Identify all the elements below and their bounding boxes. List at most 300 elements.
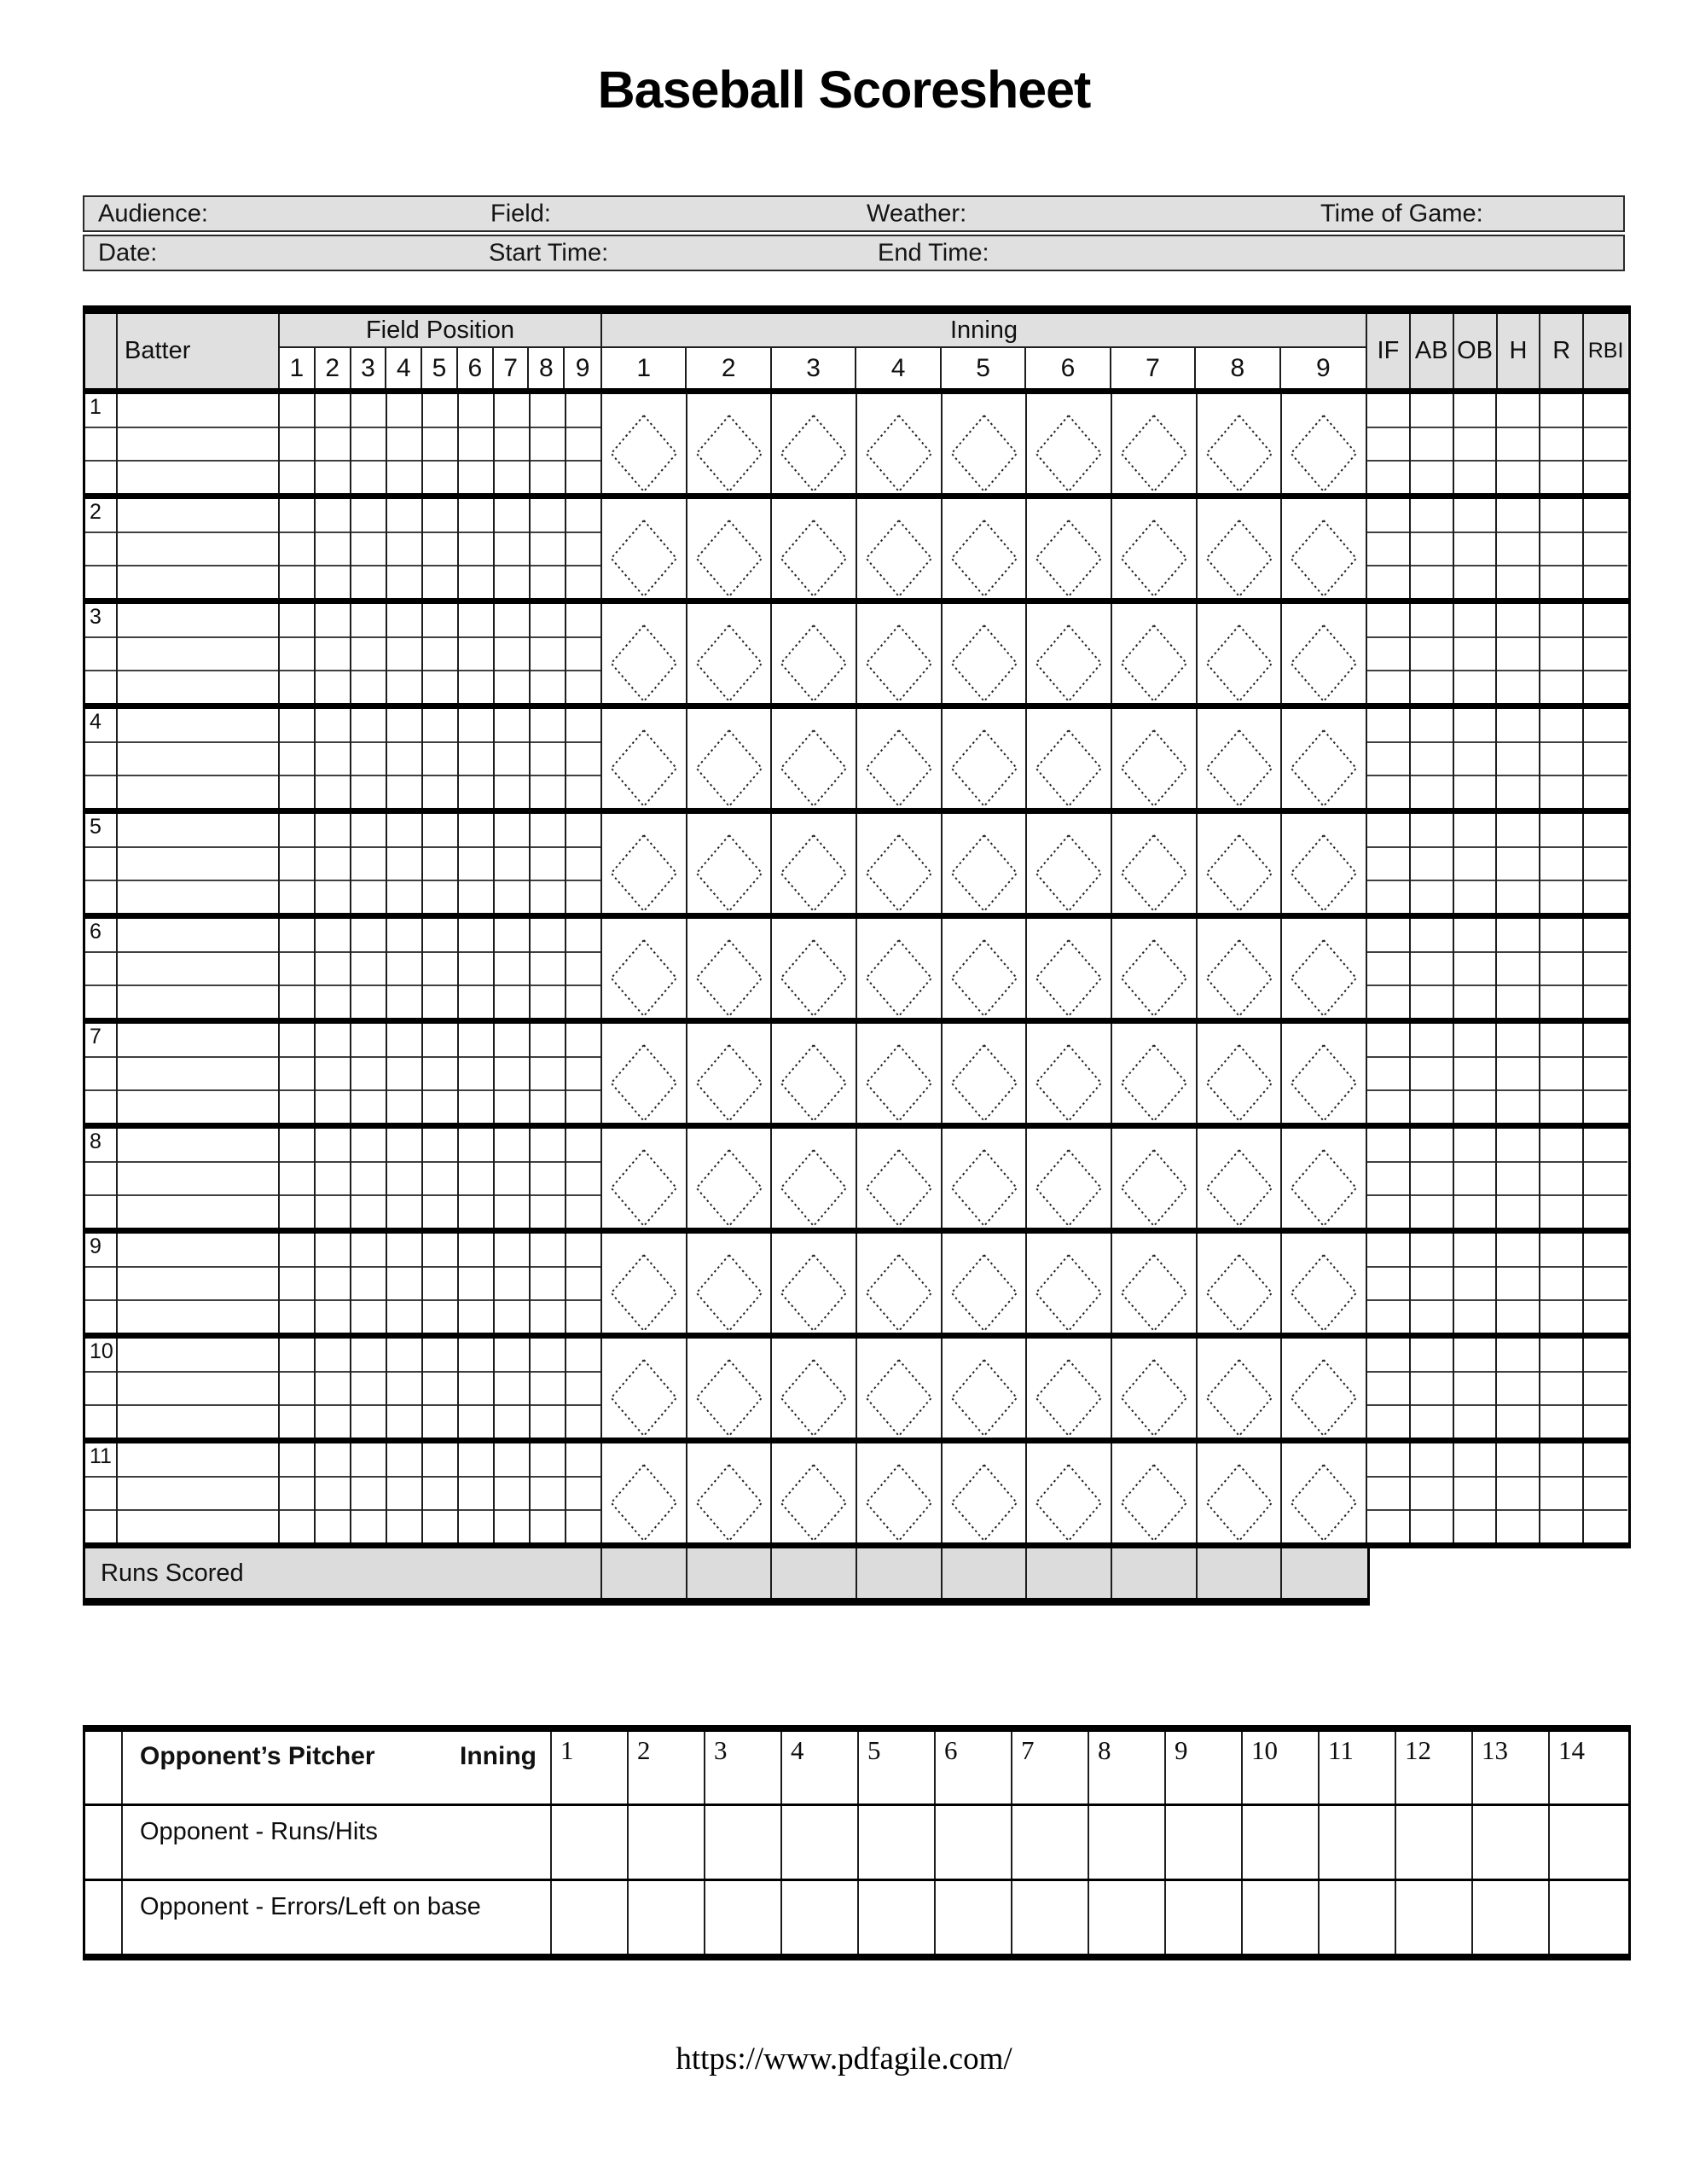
inning-cell-6[interactable] (1027, 499, 1112, 598)
field-position-cell-2[interactable] (316, 604, 351, 703)
inning-cell-1[interactable] (602, 1443, 687, 1542)
inning-cell-6[interactable] (1027, 814, 1112, 913)
inning-cell-3[interactable] (772, 1234, 857, 1333)
field-position-cell-9[interactable] (566, 709, 602, 808)
inning-cell-3[interactable] (772, 1129, 857, 1228)
stat-cell-r[interactable] (1540, 604, 1584, 703)
inning-cell-9[interactable] (1282, 814, 1367, 913)
stat-cell-ab[interactable] (1411, 394, 1454, 493)
field-position-cell-1[interactable] (280, 1443, 316, 1542)
inning-cell-1[interactable] (602, 499, 687, 598)
opponent-value-cell-1-12[interactable] (1396, 1806, 1473, 1879)
batter-name-cell[interactable] (118, 499, 280, 598)
inning-cell-1[interactable] (602, 919, 687, 1018)
stat-cell-r[interactable] (1540, 394, 1584, 493)
opponent-inning-number-cell-10[interactable]: 10 (1243, 1732, 1320, 1804)
inning-cell-9[interactable] (1282, 604, 1367, 703)
runs-scored-cell-1[interactable] (602, 1548, 687, 1598)
inning-cell-7[interactable] (1112, 919, 1198, 1018)
opponent-inning-number-cell-12[interactable]: 12 (1396, 1732, 1473, 1804)
field-position-cell-6[interactable] (459, 1234, 495, 1333)
inning-cell-4[interactable] (857, 394, 943, 493)
field-position-cell-7[interactable] (495, 1443, 531, 1542)
opponent-value-cell-1-13[interactable] (1473, 1806, 1550, 1879)
stat-cell-r[interactable] (1540, 919, 1584, 1018)
inning-cell-1[interactable] (602, 814, 687, 913)
stat-cell-h[interactable] (1497, 919, 1540, 1018)
batter-name-cell[interactable] (118, 1443, 280, 1542)
field-position-cell-2[interactable] (316, 1024, 351, 1123)
opponent-inning-number-cell-3[interactable]: 3 (705, 1732, 782, 1804)
opponent-value-cell-2-3[interactable] (705, 1881, 782, 1954)
inning-cell-5[interactable] (943, 1234, 1028, 1333)
opponent-value-cell-1-14[interactable] (1550, 1806, 1627, 1879)
field-position-cell-3[interactable] (351, 814, 387, 913)
stat-cell-rbi[interactable] (1584, 1443, 1627, 1542)
stat-cell-ob[interactable] (1454, 709, 1498, 808)
opponent-value-cell-2-6[interactable] (936, 1881, 1012, 1954)
inning-cell-7[interactable] (1112, 604, 1198, 703)
field-position-cell-4[interactable] (387, 1234, 423, 1333)
inning-cell-9[interactable] (1282, 499, 1367, 598)
stat-cell-ob[interactable] (1454, 604, 1498, 703)
opponent-value-cell-1-5[interactable] (859, 1806, 936, 1879)
field-position-cell-5[interactable] (423, 1129, 459, 1228)
stat-cell-ob[interactable] (1454, 1234, 1498, 1333)
field-position-cell-7[interactable] (495, 1024, 531, 1123)
field-position-cell-8[interactable] (531, 814, 566, 913)
field-position-cell-1[interactable] (280, 604, 316, 703)
stat-cell-if[interactable] (1367, 1339, 1411, 1438)
field-position-cell-3[interactable] (351, 394, 387, 493)
inning-cell-7[interactable] (1112, 394, 1198, 493)
opponent-inning-number-cell-8[interactable]: 8 (1089, 1732, 1166, 1804)
inning-cell-5[interactable] (943, 604, 1028, 703)
field-position-cell-1[interactable] (280, 709, 316, 808)
field-position-cell-5[interactable] (423, 1024, 459, 1123)
field-position-cell-8[interactable] (531, 1234, 566, 1333)
field-position-cell-2[interactable] (316, 1234, 351, 1333)
field-position-cell-9[interactable] (566, 499, 602, 598)
field-position-cell-3[interactable] (351, 919, 387, 1018)
stat-cell-h[interactable] (1497, 709, 1540, 808)
field-position-cell-2[interactable] (316, 499, 351, 598)
inning-cell-7[interactable] (1112, 1339, 1198, 1438)
field-position-cell-1[interactable] (280, 1129, 316, 1228)
stat-cell-if[interactable] (1367, 919, 1411, 1018)
runs-scored-cell-4[interactable] (857, 1548, 943, 1598)
opponent-value-cell-1-3[interactable] (705, 1806, 782, 1879)
batter-name-cell[interactable] (118, 814, 280, 913)
inning-cell-5[interactable] (943, 499, 1028, 598)
opponent-inning-number-cell-4[interactable]: 4 (782, 1732, 859, 1804)
batter-name-cell[interactable] (118, 1024, 280, 1123)
opponent-inning-number-cell-11[interactable]: 11 (1320, 1732, 1396, 1804)
stat-cell-rbi[interactable] (1584, 1339, 1627, 1438)
stat-cell-if[interactable] (1367, 1024, 1411, 1123)
field-position-cell-7[interactable] (495, 394, 531, 493)
inning-cell-2[interactable] (687, 1339, 773, 1438)
inning-cell-6[interactable] (1027, 394, 1112, 493)
stat-cell-ob[interactable] (1454, 1339, 1498, 1438)
inning-cell-3[interactable] (772, 709, 857, 808)
opponent-value-cell-2-9[interactable] (1166, 1881, 1243, 1954)
inning-cell-8[interactable] (1198, 1024, 1283, 1123)
batter-name-cell[interactable] (118, 1339, 280, 1438)
stat-cell-rbi[interactable] (1584, 814, 1627, 913)
inning-cell-1[interactable] (602, 1234, 687, 1333)
inning-cell-2[interactable] (687, 1024, 773, 1123)
opponent-inning-number-cell-1[interactable]: 1 (552, 1732, 629, 1804)
runs-scored-cell-5[interactable] (943, 1548, 1028, 1598)
field-position-cell-8[interactable] (531, 1443, 566, 1542)
field-position-cell-8[interactable] (531, 604, 566, 703)
inning-cell-7[interactable] (1112, 1443, 1198, 1542)
stat-cell-if[interactable] (1367, 1443, 1411, 1542)
batter-name-cell[interactable] (118, 709, 280, 808)
field-position-cell-4[interactable] (387, 394, 423, 493)
inning-cell-3[interactable] (772, 1443, 857, 1542)
opponent-value-cell-1-1[interactable] (552, 1806, 629, 1879)
inning-cell-8[interactable] (1198, 499, 1283, 598)
footer-link[interactable]: https://www.pdfagile.com/ (676, 2042, 1012, 2077)
stat-cell-ob[interactable] (1454, 1443, 1498, 1542)
runs-scored-cell-8[interactable] (1198, 1548, 1283, 1598)
field-position-cell-1[interactable] (280, 1024, 316, 1123)
inning-cell-7[interactable] (1112, 1024, 1198, 1123)
opponent-value-cell-1-6[interactable] (936, 1806, 1012, 1879)
field-position-cell-4[interactable] (387, 919, 423, 1018)
opponent-value-cell-2-7[interactable] (1012, 1881, 1089, 1954)
inning-cell-1[interactable] (602, 709, 687, 808)
field-position-cell-1[interactable] (280, 394, 316, 493)
inning-cell-6[interactable] (1027, 1443, 1112, 1542)
field-position-cell-5[interactable] (423, 394, 459, 493)
stat-cell-rbi[interactable] (1584, 919, 1627, 1018)
inning-cell-7[interactable] (1112, 1129, 1198, 1228)
field-position-cell-7[interactable] (495, 604, 531, 703)
opponent-value-cell-2-13[interactable] (1473, 1881, 1550, 1954)
field-position-cell-2[interactable] (316, 919, 351, 1018)
inning-cell-5[interactable] (943, 814, 1028, 913)
field-position-cell-5[interactable] (423, 814, 459, 913)
stat-cell-h[interactable] (1497, 604, 1540, 703)
inning-cell-2[interactable] (687, 394, 773, 493)
inning-cell-9[interactable] (1282, 1339, 1367, 1438)
opponent-value-cell-2-14[interactable] (1550, 1881, 1627, 1954)
field-position-cell-9[interactable] (566, 814, 602, 913)
opponent-value-cell-2-11[interactable] (1320, 1881, 1396, 1954)
stat-cell-if[interactable] (1367, 604, 1411, 703)
opponent-value-cell-2-2[interactable] (629, 1881, 705, 1954)
field-position-cell-1[interactable] (280, 814, 316, 913)
field-position-cell-3[interactable] (351, 1024, 387, 1123)
field-position-cell-6[interactable] (459, 394, 495, 493)
stat-cell-ab[interactable] (1411, 919, 1454, 1018)
field-position-cell-8[interactable] (531, 1024, 566, 1123)
inning-cell-9[interactable] (1282, 919, 1367, 1018)
batter-name-cell[interactable] (118, 604, 280, 703)
opponent-value-cell-1-9[interactable] (1166, 1806, 1243, 1879)
field-position-cell-9[interactable] (566, 1234, 602, 1333)
field-position-cell-7[interactable] (495, 499, 531, 598)
field-position-cell-4[interactable] (387, 1443, 423, 1542)
stat-cell-r[interactable] (1540, 1024, 1584, 1123)
stat-cell-h[interactable] (1497, 1339, 1540, 1438)
inning-cell-4[interactable] (857, 1443, 943, 1542)
field-position-cell-7[interactable] (495, 1234, 531, 1333)
field-position-cell-6[interactable] (459, 1443, 495, 1542)
field-position-cell-6[interactable] (459, 709, 495, 808)
runs-scored-cell-9[interactable] (1282, 1548, 1367, 1598)
field-position-cell-2[interactable] (316, 814, 351, 913)
stat-cell-h[interactable] (1497, 1129, 1540, 1228)
inning-cell-1[interactable] (602, 394, 687, 493)
stat-cell-ab[interactable] (1411, 1129, 1454, 1228)
inning-cell-8[interactable] (1198, 1234, 1283, 1333)
opponent-inning-number-cell-2[interactable]: 2 (629, 1732, 705, 1804)
field-position-cell-9[interactable] (566, 1443, 602, 1542)
inning-cell-6[interactable] (1027, 1024, 1112, 1123)
inning-cell-8[interactable] (1198, 814, 1283, 913)
inning-cell-4[interactable] (857, 1129, 943, 1228)
field-position-cell-4[interactable] (387, 1129, 423, 1228)
inning-cell-1[interactable] (602, 604, 687, 703)
inning-cell-2[interactable] (687, 814, 773, 913)
field-position-cell-5[interactable] (423, 1339, 459, 1438)
inning-cell-5[interactable] (943, 1129, 1028, 1228)
inning-cell-8[interactable] (1198, 1339, 1283, 1438)
inning-cell-2[interactable] (687, 919, 773, 1018)
stat-cell-rbi[interactable] (1584, 1024, 1627, 1123)
stat-cell-if[interactable] (1367, 709, 1411, 808)
inning-cell-8[interactable] (1198, 919, 1283, 1018)
field-position-cell-8[interactable] (531, 1339, 566, 1438)
inning-cell-8[interactable] (1198, 1129, 1283, 1228)
stat-cell-ab[interactable] (1411, 1234, 1454, 1333)
inning-cell-1[interactable] (602, 1339, 687, 1438)
stat-cell-ab[interactable] (1411, 604, 1454, 703)
field-position-cell-8[interactable] (531, 709, 566, 808)
stat-cell-ob[interactable] (1454, 919, 1498, 1018)
inning-cell-6[interactable] (1027, 1339, 1112, 1438)
opponent-inning-number-cell-5[interactable]: 5 (859, 1732, 936, 1804)
field-position-cell-9[interactable] (566, 1129, 602, 1228)
field-position-cell-2[interactable] (316, 1443, 351, 1542)
stat-cell-h[interactable] (1497, 499, 1540, 598)
inning-cell-3[interactable] (772, 1024, 857, 1123)
opponent-value-cell-1-2[interactable] (629, 1806, 705, 1879)
stat-cell-r[interactable] (1540, 499, 1584, 598)
opponent-inning-number-cell-6[interactable]: 6 (936, 1732, 1012, 1804)
inning-cell-2[interactable] (687, 1234, 773, 1333)
inning-cell-9[interactable] (1282, 709, 1367, 808)
inning-cell-6[interactable] (1027, 604, 1112, 703)
inning-cell-9[interactable] (1282, 1443, 1367, 1542)
inning-cell-6[interactable] (1027, 709, 1112, 808)
inning-cell-3[interactable] (772, 394, 857, 493)
inning-cell-2[interactable] (687, 499, 773, 598)
stat-cell-r[interactable] (1540, 1339, 1584, 1438)
inning-cell-7[interactable] (1112, 1234, 1198, 1333)
inning-cell-4[interactable] (857, 814, 943, 913)
field-position-cell-3[interactable] (351, 604, 387, 703)
opponent-inning-number-cell-9[interactable]: 9 (1166, 1732, 1243, 1804)
field-position-cell-7[interactable] (495, 1129, 531, 1228)
stat-cell-ab[interactable] (1411, 1339, 1454, 1438)
field-position-cell-2[interactable] (316, 394, 351, 493)
stat-cell-ob[interactable] (1454, 814, 1498, 913)
stat-cell-h[interactable] (1497, 814, 1540, 913)
opponent-value-cell-2-4[interactable] (782, 1881, 859, 1954)
inning-cell-7[interactable] (1112, 499, 1198, 598)
field-position-cell-5[interactable] (423, 604, 459, 703)
stat-cell-ab[interactable] (1411, 814, 1454, 913)
stat-cell-if[interactable] (1367, 814, 1411, 913)
inning-cell-3[interactable] (772, 1339, 857, 1438)
field-position-cell-1[interactable] (280, 1339, 316, 1438)
field-position-cell-9[interactable] (566, 394, 602, 493)
stat-cell-h[interactable] (1497, 394, 1540, 493)
stat-cell-ab[interactable] (1411, 1024, 1454, 1123)
field-position-cell-4[interactable] (387, 709, 423, 808)
field-position-cell-6[interactable] (459, 814, 495, 913)
stat-cell-r[interactable] (1540, 814, 1584, 913)
opponent-value-cell-2-5[interactable] (859, 1881, 936, 1954)
field-position-cell-1[interactable] (280, 1234, 316, 1333)
inning-cell-3[interactable] (772, 919, 857, 1018)
inning-cell-5[interactable] (943, 1339, 1028, 1438)
opponent-marker-cell[interactable] (85, 1732, 123, 1804)
inning-cell-4[interactable] (857, 709, 943, 808)
field-position-cell-7[interactable] (495, 1339, 531, 1438)
inning-cell-5[interactable] (943, 919, 1028, 1018)
stat-cell-if[interactable] (1367, 1234, 1411, 1333)
stat-cell-ab[interactable] (1411, 1443, 1454, 1542)
field-position-cell-7[interactable] (495, 814, 531, 913)
stat-cell-ob[interactable] (1454, 394, 1498, 493)
inning-cell-5[interactable] (943, 1443, 1028, 1542)
inning-cell-1[interactable] (602, 1024, 687, 1123)
stat-cell-if[interactable] (1367, 499, 1411, 598)
opponent-value-cell-1-8[interactable] (1089, 1806, 1166, 1879)
field-position-cell-3[interactable] (351, 499, 387, 598)
opponent-marker-cell[interactable] (85, 1881, 123, 1954)
opponent-value-cell-2-12[interactable] (1396, 1881, 1473, 1954)
field-position-cell-6[interactable] (459, 919, 495, 1018)
field-position-cell-6[interactable] (459, 1024, 495, 1123)
inning-cell-9[interactable] (1282, 1024, 1367, 1123)
field-position-cell-3[interactable] (351, 1339, 387, 1438)
inning-cell-3[interactable] (772, 499, 857, 598)
inning-cell-4[interactable] (857, 604, 943, 703)
batter-name-cell[interactable] (118, 919, 280, 1018)
field-position-cell-3[interactable] (351, 1443, 387, 1542)
inning-cell-3[interactable] (772, 814, 857, 913)
inning-cell-5[interactable] (943, 709, 1028, 808)
stat-cell-if[interactable] (1367, 1129, 1411, 1228)
field-position-cell-4[interactable] (387, 499, 423, 598)
field-position-cell-3[interactable] (351, 1129, 387, 1228)
inning-cell-2[interactable] (687, 709, 773, 808)
field-position-cell-4[interactable] (387, 1339, 423, 1438)
batter-name-cell[interactable] (118, 394, 280, 493)
opponent-inning-number-cell-14[interactable]: 14 (1558, 1735, 1585, 1765)
field-position-cell-1[interactable] (280, 499, 316, 598)
field-position-cell-9[interactable] (566, 1339, 602, 1438)
inning-cell-6[interactable] (1027, 1129, 1112, 1228)
inning-cell-5[interactable] (943, 1024, 1028, 1123)
opponent-inning-number-cell-13[interactable]: 13 (1473, 1732, 1550, 1804)
field-position-cell-7[interactable] (495, 919, 531, 1018)
inning-cell-1[interactable] (602, 1129, 687, 1228)
inning-cell-2[interactable] (687, 604, 773, 703)
field-position-cell-2[interactable] (316, 709, 351, 808)
batter-name-cell[interactable] (118, 1129, 280, 1228)
inning-cell-5[interactable] (943, 394, 1028, 493)
batter-name-cell[interactable] (118, 1234, 280, 1333)
opponent-value-cell-2-10[interactable] (1243, 1881, 1320, 1954)
field-position-cell-3[interactable] (351, 709, 387, 808)
field-position-cell-4[interactable] (387, 604, 423, 703)
stat-cell-rbi[interactable] (1584, 709, 1627, 808)
field-position-cell-8[interactable] (531, 1129, 566, 1228)
opponent-value-cell-1-11[interactable] (1320, 1806, 1396, 1879)
field-position-cell-9[interactable] (566, 1024, 602, 1123)
stat-cell-ob[interactable] (1454, 1024, 1498, 1123)
runs-scored-cell-6[interactable] (1027, 1548, 1112, 1598)
field-position-cell-2[interactable] (316, 1339, 351, 1438)
opponent-inning-number-cell-7[interactable]: 7 (1012, 1732, 1089, 1804)
stat-cell-h[interactable] (1497, 1234, 1540, 1333)
opponent-marker-cell[interactable] (85, 1806, 123, 1879)
field-position-cell-8[interactable] (531, 394, 566, 493)
stat-cell-ob[interactable] (1454, 1129, 1498, 1228)
field-position-cell-1[interactable] (280, 919, 316, 1018)
runs-scored-cell-3[interactable] (772, 1548, 857, 1598)
stat-cell-if[interactable] (1367, 394, 1411, 493)
inning-cell-8[interactable] (1198, 604, 1283, 703)
field-position-cell-6[interactable] (459, 499, 495, 598)
runs-scored-cell-2[interactable] (687, 1548, 773, 1598)
stat-cell-rbi[interactable] (1584, 499, 1627, 598)
inning-cell-6[interactable] (1027, 919, 1112, 1018)
opponent-value-cell-2-8[interactable] (1089, 1881, 1166, 1954)
inning-cell-8[interactable] (1198, 709, 1283, 808)
field-position-cell-7[interactable] (495, 709, 531, 808)
field-position-cell-3[interactable] (351, 1234, 387, 1333)
inning-cell-4[interactable] (857, 1234, 943, 1333)
field-position-cell-4[interactable] (387, 814, 423, 913)
field-position-cell-5[interactable] (423, 919, 459, 1018)
field-position-cell-5[interactable] (423, 1234, 459, 1333)
stat-cell-ab[interactable] (1411, 499, 1454, 598)
stat-cell-ob[interactable] (1454, 499, 1498, 598)
opponent-value-cell-2-1[interactable] (552, 1881, 629, 1954)
inning-cell-9[interactable] (1282, 394, 1367, 493)
inning-cell-4[interactable] (857, 499, 943, 598)
field-position-cell-5[interactable] (423, 709, 459, 808)
field-position-cell-9[interactable] (566, 604, 602, 703)
inning-cell-8[interactable] (1198, 1443, 1283, 1542)
field-position-cell-5[interactable] (423, 1443, 459, 1542)
stat-cell-rbi[interactable] (1584, 394, 1627, 493)
stat-cell-r[interactable] (1540, 1443, 1584, 1542)
stat-cell-r[interactable] (1540, 1129, 1584, 1228)
inning-cell-4[interactable] (857, 1339, 943, 1438)
stat-cell-ab[interactable] (1411, 709, 1454, 808)
stat-cell-rbi[interactable] (1584, 1234, 1627, 1333)
